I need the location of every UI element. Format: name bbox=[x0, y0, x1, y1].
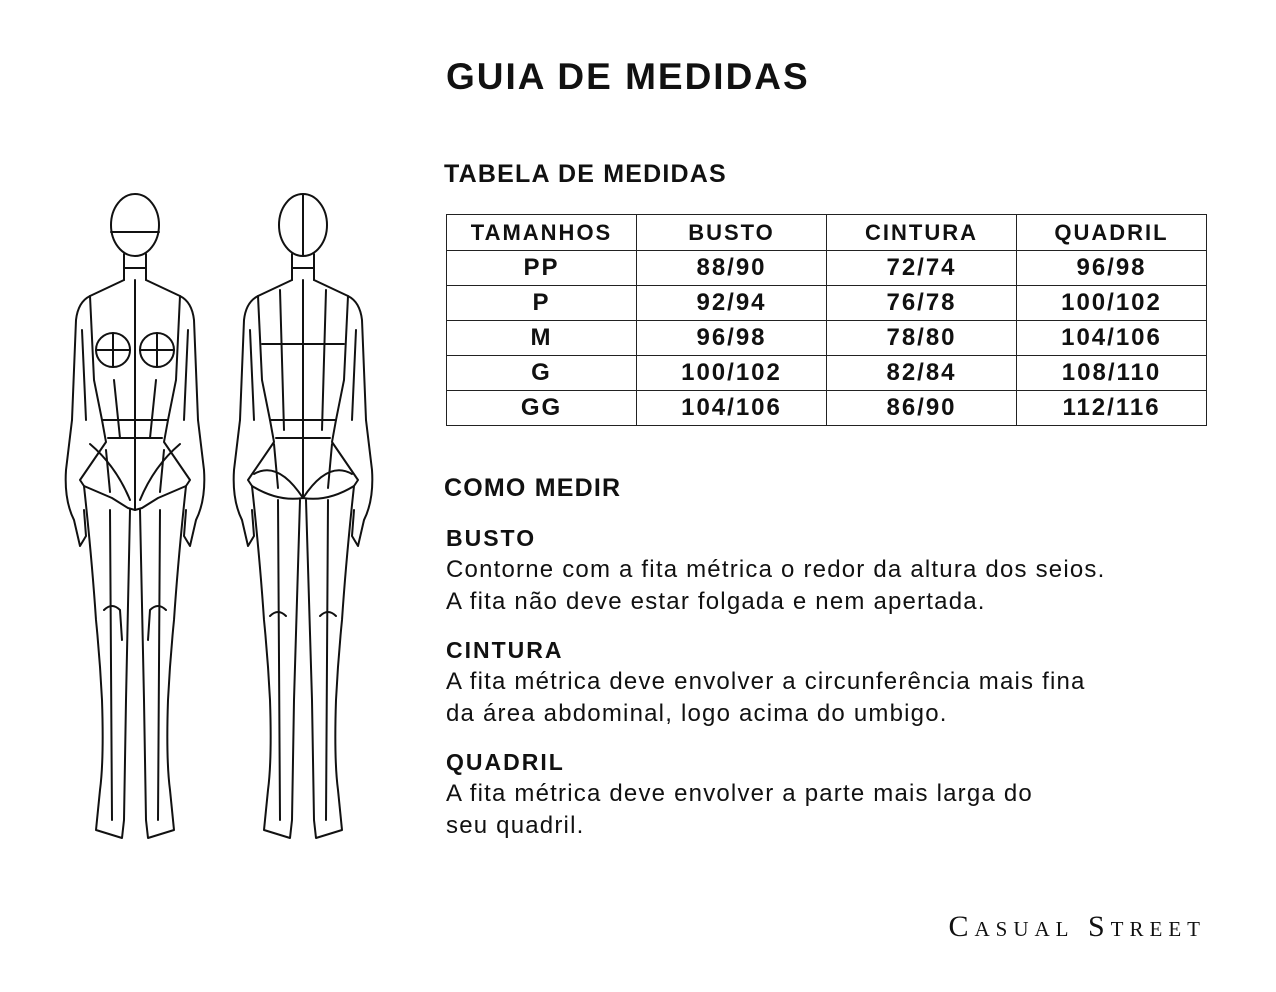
croqui-back-icon bbox=[234, 194, 373, 838]
waist-cell: 72/74 bbox=[827, 251, 1017, 286]
table-row bbox=[447, 321, 1207, 356]
measure-bust-label: BUSTO bbox=[446, 525, 537, 551]
hip-cell: 104/106 bbox=[1017, 321, 1207, 356]
how-to-measure-title: COMO MEDIR bbox=[444, 474, 622, 502]
brand-logo: Casual Street bbox=[948, 910, 1206, 943]
size-cell: GG bbox=[447, 391, 637, 426]
size-table bbox=[446, 214, 1207, 426]
waist-cell: 78/80 bbox=[827, 321, 1017, 356]
size-table-title: TABELA DE MEDIDAS bbox=[444, 160, 727, 188]
header-hip: QUADRIL bbox=[1017, 215, 1207, 251]
measure-bust-text bbox=[446, 554, 1106, 618]
croqui-front-icon bbox=[66, 194, 205, 838]
header-bust: BUSTO bbox=[637, 215, 827, 251]
measure-hip-text bbox=[446, 778, 1033, 842]
measure-bust-section bbox=[446, 524, 1106, 618]
body-figures bbox=[50, 180, 390, 860]
table-row bbox=[447, 391, 1207, 426]
hip-cell: 108/110 bbox=[1017, 356, 1207, 391]
waist-cell: 76/78 bbox=[827, 286, 1017, 321]
header-sizes: TAMANHOS bbox=[447, 215, 637, 251]
measure-hip-label: QUADRIL bbox=[446, 749, 565, 775]
hip-cell: 96/98 bbox=[1017, 251, 1207, 286]
bust-cell: 92/94 bbox=[637, 286, 827, 321]
measure-bust-line: Contorne com a fita métrica o redor da altura dos seios. bbox=[446, 556, 1106, 583]
page-title: GUIA DE MEDIDAS bbox=[446, 56, 810, 97]
size-cell: G bbox=[447, 356, 637, 391]
measure-waist-text bbox=[446, 666, 1086, 730]
size-cell: M bbox=[447, 321, 637, 356]
bust-cell: 96/98 bbox=[637, 321, 827, 356]
measure-waist-line: A fita métrica deve envolver a circunferência mais fina bbox=[446, 668, 1086, 695]
measure-waist-section bbox=[446, 636, 1086, 730]
waist-cell: 86/90 bbox=[827, 391, 1017, 426]
measure-waist-line: da área abdominal, logo acima do umbigo. bbox=[446, 700, 948, 727]
waist-cell: 82/84 bbox=[827, 356, 1017, 391]
bust-cell: 88/90 bbox=[637, 251, 827, 286]
table-row bbox=[447, 251, 1207, 286]
measure-bust-line: A fita não deve estar folgada e nem apertada. bbox=[446, 588, 986, 615]
hip-cell: 100/102 bbox=[1017, 286, 1207, 321]
measure-hip-section bbox=[446, 748, 1033, 842]
table-header-row bbox=[447, 215, 1207, 251]
size-cell: P bbox=[447, 286, 637, 321]
bust-cell: 104/106 bbox=[637, 391, 827, 426]
table-row bbox=[447, 286, 1207, 321]
size-cell: PP bbox=[447, 251, 637, 286]
table-row bbox=[447, 356, 1207, 391]
header-waist: CINTURA bbox=[827, 215, 1017, 251]
bust-cell: 100/102 bbox=[637, 356, 827, 391]
measure-waist-label: CINTURA bbox=[446, 637, 564, 663]
measure-hip-line: A fita métrica deve envolver a parte mais larga do bbox=[446, 780, 1033, 807]
measure-hip-line: seu quadril. bbox=[446, 812, 585, 839]
hip-cell: 112/116 bbox=[1017, 391, 1207, 426]
